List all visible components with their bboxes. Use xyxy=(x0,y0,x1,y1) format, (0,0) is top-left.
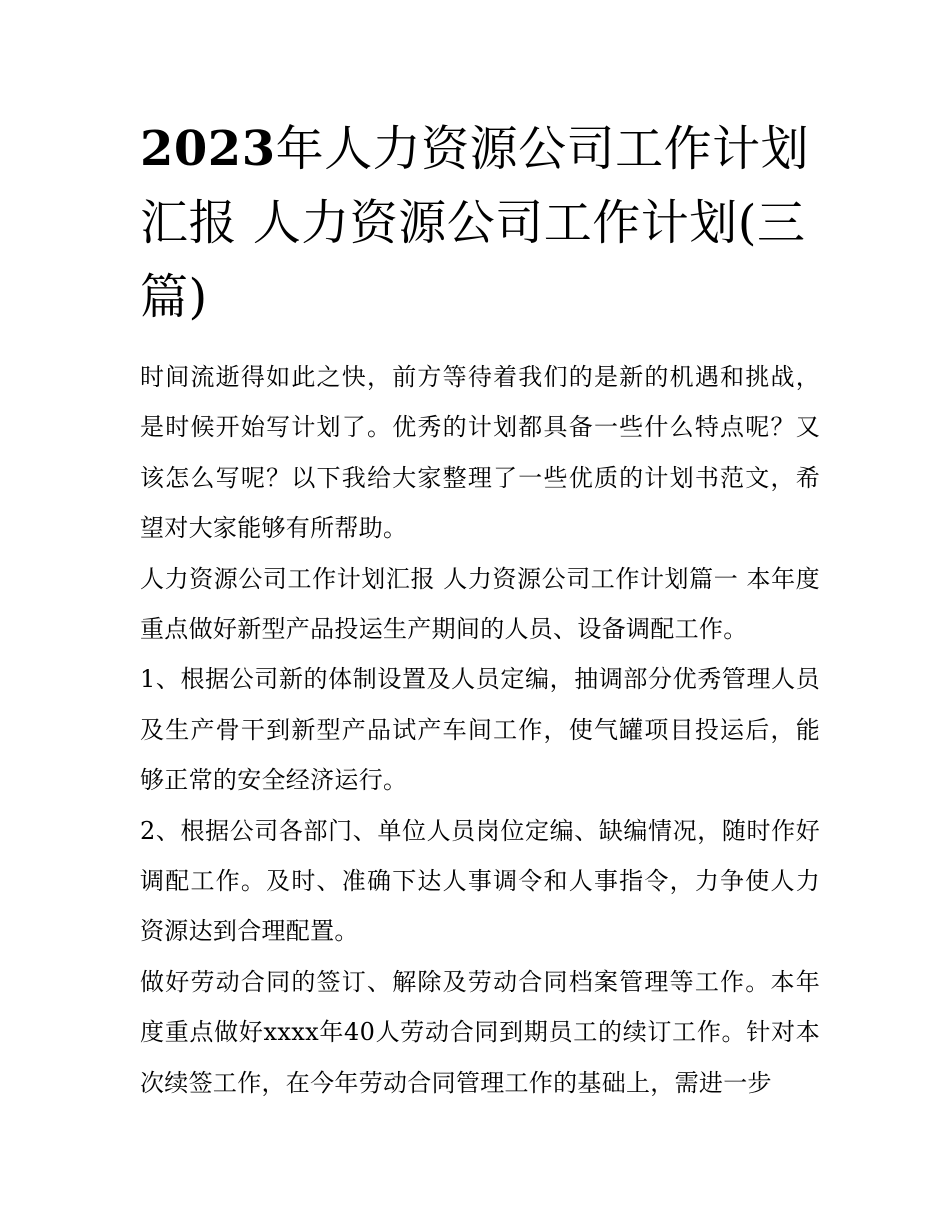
document-title xyxy=(140,112,820,334)
paragraph-item-1: 1、根据公司新的体制设置及人员定编，抽调部分优秀管理人员及生产骨干到新型产品试产车间工作，使气罐项目投运后，能够正常的安全经济运行。 xyxy=(140,665,820,795)
paragraph-intro: 时间流逝得如此之快，前方等待着我们的是新的机遇和挑战，是时候开始写计划了。优秀的计划都具备一些什么特点呢？又该怎么写呢？以下我给大家整理了一些优质的计划书范文，希望对大家能够有所帮助。 xyxy=(140,363,820,543)
title-year: 2023 xyxy=(140,121,276,177)
paragraph-item-2: 2、根据公司各部门、单位人员岗位定编、缺编情况，随时作好调配工作。及时、准确下达人事调令和人事指令，力争使人力资源达到合理配置。 xyxy=(140,816,820,946)
paragraph-section-one: 人力资源公司工作计划汇报 人力资源公司工作计划篇一 本年度重点做好新型产品投运生产期间的人员、设备调配工作。 xyxy=(140,564,820,644)
paragraph-contracts: 做好劳动合同的签订、解除及劳动合同档案管理等工作。本年度重点做好xxxx年40人劳动合同到期员工的续订工作。针对本次续签工作，在今年劳动合同管理工作的基础上，需进一步 xyxy=(140,967,820,1097)
document-body xyxy=(140,112,820,1108)
title-text: 年人力资源公司工作计划汇报 人力资源公司工作计划(三篇) xyxy=(140,121,810,325)
